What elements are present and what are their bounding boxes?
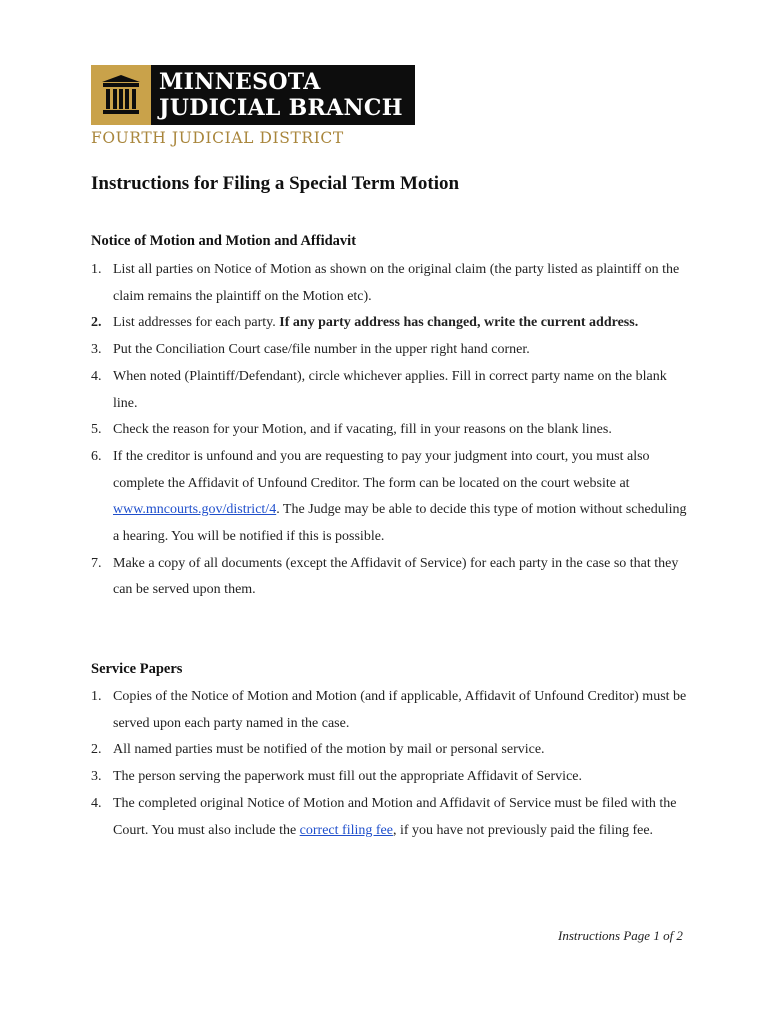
courthouse-pillars-icon — [91, 65, 151, 125]
item-text: If the creditor is unfound and you are requesting to pay your judgment into court, you must also complete the Affidavit of Unfound Creditor. The form can be located on the court website at — [113, 448, 650, 491]
item-number: 2. — [91, 315, 102, 331]
list-item — [91, 417, 691, 444]
district-website-link[interactable]: www.mncourts.gov/district/4 — [113, 502, 277, 518]
item-text: Put the Conciliation Court case/file number in the upper right hand corner. — [113, 342, 530, 358]
item-number: 5. — [91, 422, 102, 438]
item-text: Make a copy of all documents (except the Affidavit of Service) for each party in the case so that they can be served upon them. — [113, 555, 679, 598]
list-item — [91, 737, 691, 764]
list-item — [91, 684, 691, 737]
item-number: 6. — [91, 448, 102, 464]
item-text: Check the reason for your Motion, and if vacating, fill in your reasons on the blank lines. — [113, 422, 612, 438]
list-item — [91, 551, 691, 604]
item-number: 1. — [91, 689, 102, 704]
filing-fee-link[interactable]: correct filing fee — [299, 822, 393, 838]
item-text: The person serving the paperwork must fill out the appropriate Affidavit of Service. — [113, 769, 582, 785]
logo-wordmark — [151, 69, 403, 121]
list-item — [91, 310, 691, 337]
page-title: Instructions for Filing a Special Term Motion — [91, 173, 460, 194]
list-item — [91, 444, 691, 551]
list-item — [91, 257, 691, 310]
item-number: 4. — [91, 368, 102, 384]
item-text: All named parties must be notified of the motion by mail or personal service. — [113, 742, 545, 758]
list-item — [91, 791, 691, 844]
list-item — [91, 364, 691, 417]
item-text: When noted (Plaintiff/Defendant), circle whichever applies. Fill in correct party name on the blank line. — [113, 368, 667, 411]
item-text: . The Judge may be able to decide this type of motion without scheduling a hearing. You will be notified if this is possible. — [113, 502, 687, 545]
logo-line-2: JUDICIAL BRANCH — [159, 95, 403, 121]
item-number: 3. — [91, 342, 102, 358]
district-label: FOURTH JUDICIAL DISTRICT — [91, 129, 344, 147]
item-text: List addresses for each party. — [113, 315, 280, 331]
item-bold-text: If any party address has changed, write the current address. — [279, 315, 639, 331]
notice-section-heading: Notice of Motion and Motion and Affidavit — [91, 233, 357, 249]
item-text: Copies of the Notice of Motion and Motion (and if applicable, Affidavit of Unfound Creditor) must be served upon each party named in the case. — [113, 689, 687, 731]
item-text: , if you have not previously paid the filing fee. — [392, 822, 654, 838]
item-number: 2. — [91, 742, 102, 758]
list-item — [91, 337, 691, 364]
service-instructions-list — [91, 684, 691, 844]
item-number: 3. — [91, 769, 102, 785]
item-number: 7. — [91, 555, 102, 571]
item-number: 4. — [91, 795, 102, 811]
logo-line-1: MINNESOTA — [159, 69, 321, 95]
list-item — [91, 764, 691, 791]
judicial-branch-logo — [91, 65, 415, 125]
service-section-heading: Service Papers — [91, 661, 183, 677]
item-text: List all parties on Notice of Motion as shown on the original claim (the party listed as plaintiff on the claim remains the plaintiff on the Motion etc). — [113, 262, 680, 304]
page-footer: Instructions Page 1 of 2 — [558, 928, 683, 943]
item-number: 1. — [91, 262, 102, 277]
notice-instructions-list — [91, 257, 691, 604]
item-text: The completed original Notice of Motion and Motion and Affidavit of Service must be filed with the Court. You must also include the — [113, 795, 677, 838]
